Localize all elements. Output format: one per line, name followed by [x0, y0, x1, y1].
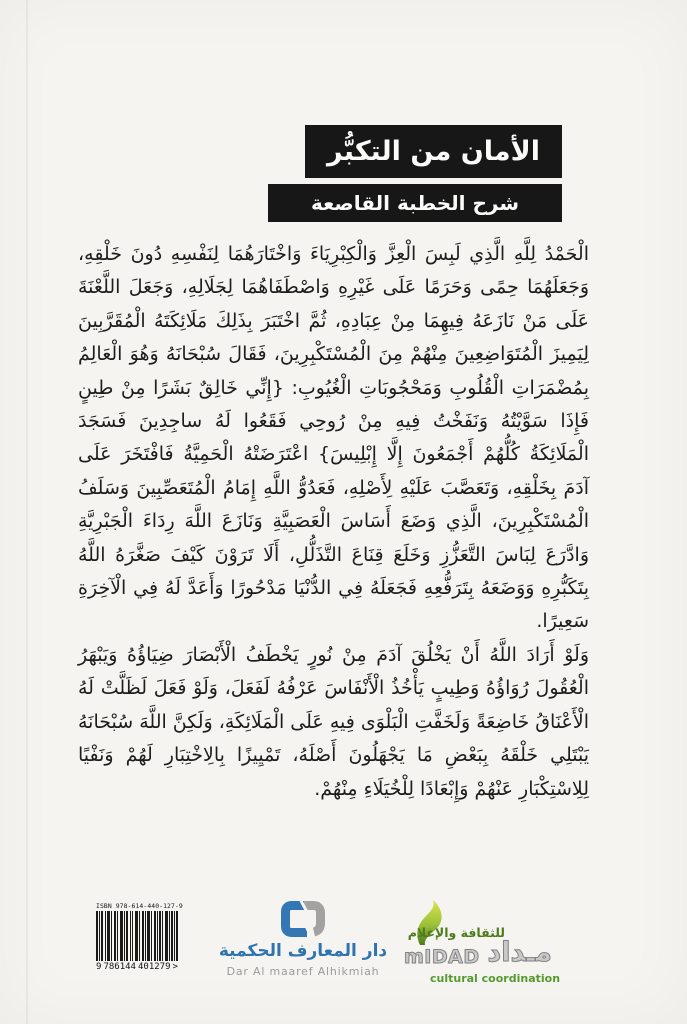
title-banner: [305, 125, 562, 178]
midad-tagline-english: cultural coordination: [430, 972, 561, 985]
barcode-digits-left: 786144: [103, 962, 136, 972]
publisher-logo-block: [218, 901, 388, 978]
midad-logo-block: [400, 896, 560, 988]
barcode-bars: [96, 911, 178, 961]
publisher-name-english: Dar Al maaref Alhikmiah: [226, 965, 380, 978]
barcode-digits: [96, 962, 178, 972]
isbn-number-label: ISBN 978-614-440-127-9: [96, 902, 183, 910]
barcode-digits-right: 401279: [138, 962, 171, 972]
publisher-name-arabic: دار المعارف الحكمية: [218, 941, 388, 961]
sermon-paragraph-1: الْحَمْدُ لِلَّهِ الَّذِي لَبِسَ الْعِزَّ وَالْكِبْرِيَاءَ وَاخْتَارَهُمَا لِنَفْسِهِ دُونَ خَلْقِهِ، وَجَعَلَهُمَا حِمًى وَحَرَمًا عَلَى غَيْرِهِ وَاصْطَفَاهُمَا لِجَلَالِهِ، وَجَعَلَ اللَّعْنَةَ عَلَى مَنْ نَازَعَهُ فِيهِمَا مِنْ عِبَادِهِ، ثُمَّ اخْتَبَرَ بِذَلِكَ مَلَائِكَتَهُ الْمُقَرَّبِينَ لِيَمِيزَ الْمُتَوَاضِعِينَ مِنْهُمْ مِنَ الْمُسْتَكْبِرِينَ، فَقَالَ سُبْحَانَهُ وَهُوَ الْعَالِمُ بِمُضْمَرَاتِ الْقُلُوبِ وَمَحْجُوبَاتِ الْغُيُوبِ: {إِنِّي خَالِقٌ بَشَرًا مِنْ طِينٍ فَإِذَا سَوَّيْتُهُ وَنَفَخْتُ فِيهِ مِنْ رُوحِي فَقَعُوا لَهُ ساجِدِينَ فَسَجَدَ الْمَلَائِكَةُ كُلُّهُمْ أَجْمَعُونَ إِلَّا إِبْلِيسَ} اعْتَرَضَتْهُ الْحَمِيَّةُ فَافْتَخَرَ عَلَى آدَمَ بِخَلْقِهِ، وَتَعَصَّبَ عَلَيْهِ لِأَصْلِهِ، فَعَدُوُّ اللَّهِ إِمَامُ الْمُتَعَصِّبِينَ وَسَلَفُ الْمُسْتَكْبِرِينَ، الَّذِي وَضَعَ أَسَاسَ الْعَصَبِيَّةِ وَنَازَعَ اللَّهَ رِدَاءَ الْجَبْرِيَّةِ وَادَّرَعَ لِبَاسَ التَّعَزُّزِ وَخَلَعَ قِنَاعَ التَّذَلُّلِ، أَلَا تَرَوْنَ كَيْفَ صَغَّرَهُ اللَّهُ بِتَكَبُّرِهِ وَوَضَعَهُ بِتَرَفُّعِهِ فَجَعَلَهُ فِي الدُّنْيَا مَدْحُورًا وَأَعَدَّ لَهُ فِي الْآخِرَةِ سَعِيرًا.: [78, 243, 589, 633]
spine-crease: [26, 0, 28, 1024]
barcode-digit-lead: 9: [96, 962, 102, 972]
back-cover-text: [78, 238, 589, 806]
midad-wordmark-latin: mIDAD: [404, 946, 480, 968]
book-subtitle: شرح الخطبة القاصعة: [310, 191, 520, 215]
isbn-barcode: [96, 902, 183, 972]
midad-tagline-arabic: للثقافة والإعلام: [407, 925, 505, 940]
publisher-logo-icon: [281, 901, 325, 937]
barcode-arrow: >: [172, 962, 178, 972]
subtitle-banner: [268, 184, 562, 222]
book-title: الأمان من التكبُّر: [327, 136, 541, 167]
sermon-paragraph-2: وَلَوْ أَرَادَ اللَّهُ أَنْ يَخْلُقَ آدَمَ مِنْ نُورٍ يَخْطَفُ الْأَبْصَارَ ضِيَاؤُهُ وَيَبْهَرُ الْعُقُولَ رُوَاؤُهُ وَطِيبٍ يَأْخُذُ الْأَنْفَاسَ عَرْفُهُ لَفَعَلَ، وَلَوْ فَعَلَ لَظَلَّتْ لَهُ الْأَعْنَاقُ خَاضِعَةً وَلَخَفَّتِ الْبَلْوَى فِيهِ عَلَى الْمَلَائِكَةِ، وَلَكِنَّ اللَّهَ سُبْحَانَهُ يَبْتَلِي خَلْقَهُ بِبَعْضِ مَا يَجْهَلُونَ أَصْلَهُ، تَمْيِيزًا بِالِاخْتِبَارِ لَهُمْ وَنَفْيًا لِلِاسْتِكْبَارِ عَنْهُمْ وَإِبْعَادًا لِلْخُيَلَاءِ مِنْهُمْ.: [78, 643, 589, 800]
midad-wordmark-arabic: مـداد: [487, 937, 552, 968]
